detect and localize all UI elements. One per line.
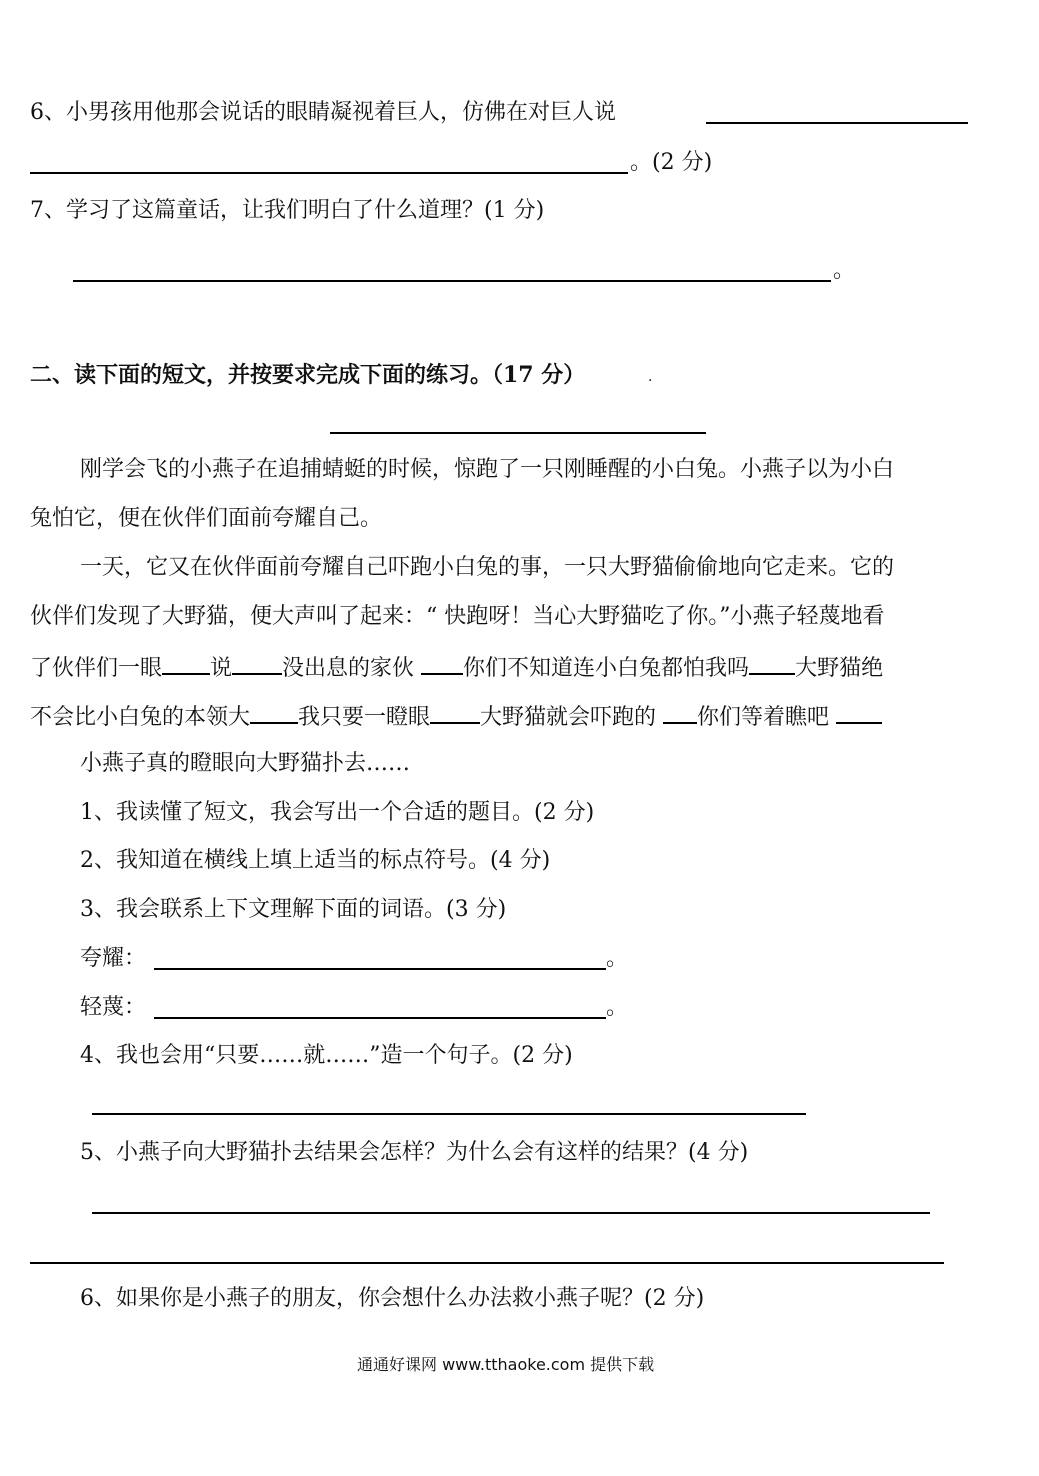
q6-text: 6、小男孩用他那会说话的眼睛凝视着巨人，仿佛在对巨人说 (30, 100, 616, 125)
question-2: 2、我知道在横线上填上适当的标点符号。(4 分) (80, 848, 551, 873)
q7-text: 7、学习了这篇童话，让我们明白了什么道理？(1 分) (30, 198, 545, 223)
answer-line[interactable] (154, 1017, 606, 1019)
heading-dot: . (648, 369, 653, 385)
passage-p2-line2: 伙伴们发现了大野猫，便大声叫了起来：“ 快跑呀！当心大野猫吃了你。”小燕子轻蔑地看 (30, 604, 885, 629)
answer-line[interactable] (30, 172, 628, 174)
word-label-kuayao: 夸耀： (80, 946, 147, 971)
punct-blank[interactable] (250, 700, 298, 724)
passage-p2-line3 (30, 651, 883, 684)
punct-blank[interactable] (749, 651, 795, 675)
title-line[interactable] (330, 432, 706, 434)
text-segment: 你们等着瞧吧 (697, 705, 830, 730)
line-end: 。 (606, 946, 629, 971)
section-heading: 二、读下面的短文，并按要求完成下面的练习。（17 分） (30, 362, 586, 388)
question-1: 1、我读懂了短文，我会写出一个合适的题目。(2 分) (80, 800, 595, 825)
punct-blank[interactable] (162, 651, 210, 675)
answer-line[interactable] (92, 1113, 806, 1115)
punct-blank[interactable] (421, 651, 463, 675)
word-label-qingmie: 轻蔑： (80, 995, 147, 1020)
passage-p1-line2: 兔怕它，便在伙伴们面前夸耀自己。 (30, 506, 383, 531)
punct-blank[interactable] (836, 700, 882, 724)
punct-blank[interactable] (430, 700, 480, 724)
line-end: 。 (606, 995, 629, 1020)
passage-p1-line1: 刚学会飞的小燕子在追捕蜻蜓的时候，惊跑了一只刚睡醒的小白兔。小燕子以为小白 (80, 457, 895, 482)
footer-text: 通通好课网 www.tthaoke.com 提供下载 (357, 1355, 655, 1374)
punct-blank[interactable] (663, 700, 697, 724)
text-segment: 你们不知道连小白兔都怕我吗 (463, 656, 750, 681)
passage-p3: 小燕子真的瞪眼向大野猫扑去…… (80, 751, 411, 776)
passage-p2-line1: 一天，它又在伙伴面前夸耀自己吓跑小白兔的事，一只大野猫偷偷地向它走来。它的 (80, 555, 895, 580)
text-segment: 我只要一瞪眼 (298, 705, 431, 730)
text-segment: 没出息的家伙 (282, 656, 415, 681)
text-segment: 说 (210, 656, 233, 681)
question-5: 5、小燕子向大野猫扑去结果会怎样？为什么会有这样的结果？(4 分) (80, 1140, 749, 1165)
punct-blank[interactable] (232, 651, 282, 675)
question-3: 3、我会联系上下文理解下面的词语。(3 分) (80, 897, 507, 922)
question-4: 4、我也会用“只要……就……”造一个句子。(2 分) (80, 1043, 573, 1068)
answer-line[interactable] (30, 1262, 944, 1264)
q7-end: 。 (833, 258, 856, 283)
answer-line[interactable] (706, 122, 968, 124)
text-segment: 不会比小白兔的本领大 (30, 705, 251, 730)
text-segment: 大野猫就会吓跑的 (480, 705, 657, 730)
question-6: 6、如果你是小燕子的朋友，你会想什么办法救小燕子呢？(2 分) (80, 1286, 705, 1311)
q6-end: 。(2 分) (630, 150, 713, 175)
answer-line[interactable] (73, 280, 831, 282)
answer-line[interactable] (154, 968, 606, 970)
answer-line[interactable] (92, 1212, 930, 1214)
text-segment: 大野猫绝 (795, 656, 884, 681)
passage-p2-line4 (30, 700, 882, 733)
text-segment: 了伙伴们一眼 (30, 656, 163, 681)
